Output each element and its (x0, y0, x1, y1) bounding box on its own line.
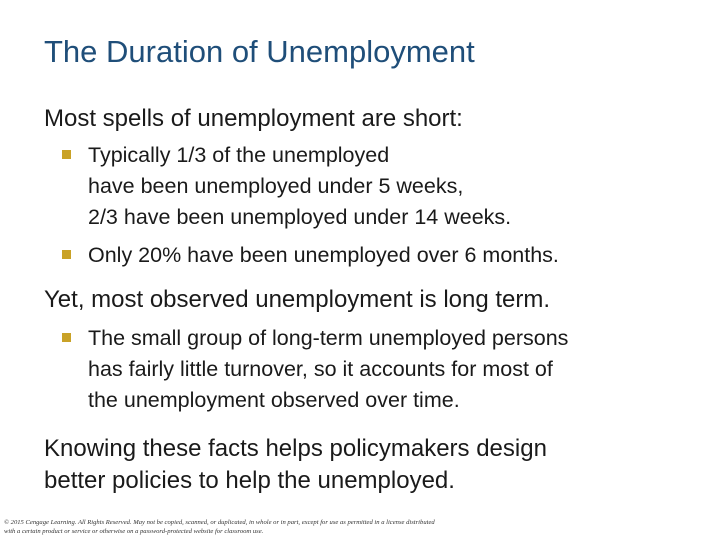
square-bullet-icon (62, 150, 71, 159)
bullet-line: Only 20% have been unemployed over 6 months. (88, 243, 559, 267)
square-bullet-icon (62, 333, 71, 342)
copyright-footer: © 2015 Cengage Learning. All Rights Reserved. May not be copied, scanned, or duplicated, in whole or in part, except for use as permitted in a license distributed with a certain product or service or otherwise on a password-protected website for classroom use. (4, 519, 435, 535)
bullet-line: The small group of long-term unemployed persons (88, 326, 569, 350)
bullet-line: have been unemployed under 5 weeks, (88, 174, 464, 198)
slide-title: The Duration of Unemployment (44, 34, 475, 69)
paragraph-long-term: Yet, most observed unemployment is long term. (44, 286, 551, 313)
bullet-one-third (62, 140, 698, 233)
paragraph-line: Knowing these facts helps policymakers design (44, 435, 547, 462)
bullet-line: has fairly little turnover, so it accounts for most of (88, 357, 553, 381)
bullet-line: Typically 1/3 of the unemployed (88, 143, 390, 167)
paragraph-short-spells: Most spells of unemployment are short: (44, 105, 463, 132)
paragraph-policymakers (44, 433, 547, 497)
bullet-twenty-percent (62, 240, 698, 271)
bullet-long-term-group (62, 323, 698, 416)
bullet-line: 2/3 have been unemployed under 14 weeks. (88, 205, 512, 229)
bullet-line: the unemployment observed over time. (88, 388, 460, 412)
paragraph-line: better policies to help the unemployed. (44, 467, 455, 494)
square-bullet-icon (62, 250, 71, 259)
